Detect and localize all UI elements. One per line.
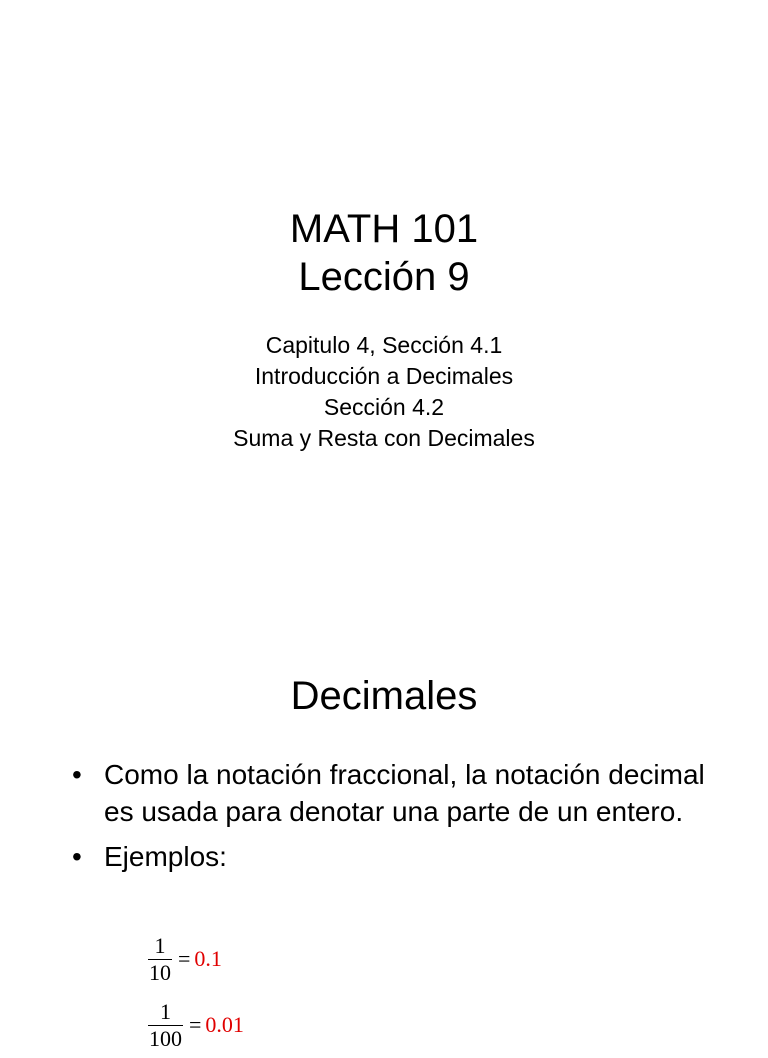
bullet-text: Ejemplos: bbox=[104, 841, 227, 872]
lesson-subtitle bbox=[0, 330, 768, 454]
slide-decimales bbox=[0, 576, 768, 1051]
lesson-title bbox=[0, 205, 768, 301]
numerator: 1 bbox=[154, 932, 166, 958]
example-row bbox=[148, 926, 244, 992]
example-row bbox=[148, 992, 244, 1058]
bullet-text: Como la notación fraccional, la notación decimal es usada para denotar una parte de un entero. bbox=[104, 759, 705, 827]
course-title: MATH 101 bbox=[289, 207, 479, 251]
equals-sign: = bbox=[189, 1012, 202, 1037]
denominator: 10 bbox=[149, 959, 171, 985]
fraction bbox=[148, 933, 172, 986]
subtitle-line: Sección 4.2 bbox=[323, 394, 445, 420]
bullet-item bbox=[72, 756, 712, 830]
lesson-number: Lección 9 bbox=[298, 255, 470, 299]
subtitle-line: Introducción a Decimales bbox=[254, 363, 514, 389]
slide-heading: Decimales bbox=[290, 674, 478, 718]
decimal-result: 0.1 bbox=[194, 946, 222, 971]
subtitle-line: Capitulo 4, Sección 4.1 bbox=[265, 332, 503, 358]
numerator: 1 bbox=[160, 998, 171, 1024]
bullet-dot: • bbox=[72, 759, 82, 790]
subtitle-line: Suma y Resta con Decimales bbox=[233, 425, 535, 451]
equals-sign: = bbox=[178, 946, 191, 971]
decimal-result: 0.01 bbox=[205, 1012, 244, 1037]
bullet-item bbox=[72, 838, 712, 875]
fraction bbox=[148, 999, 183, 1052]
bullet-list bbox=[72, 756, 712, 883]
denominator: 100 bbox=[149, 1025, 182, 1051]
bullet-dot: • bbox=[72, 841, 82, 872]
examples bbox=[148, 926, 244, 1058]
